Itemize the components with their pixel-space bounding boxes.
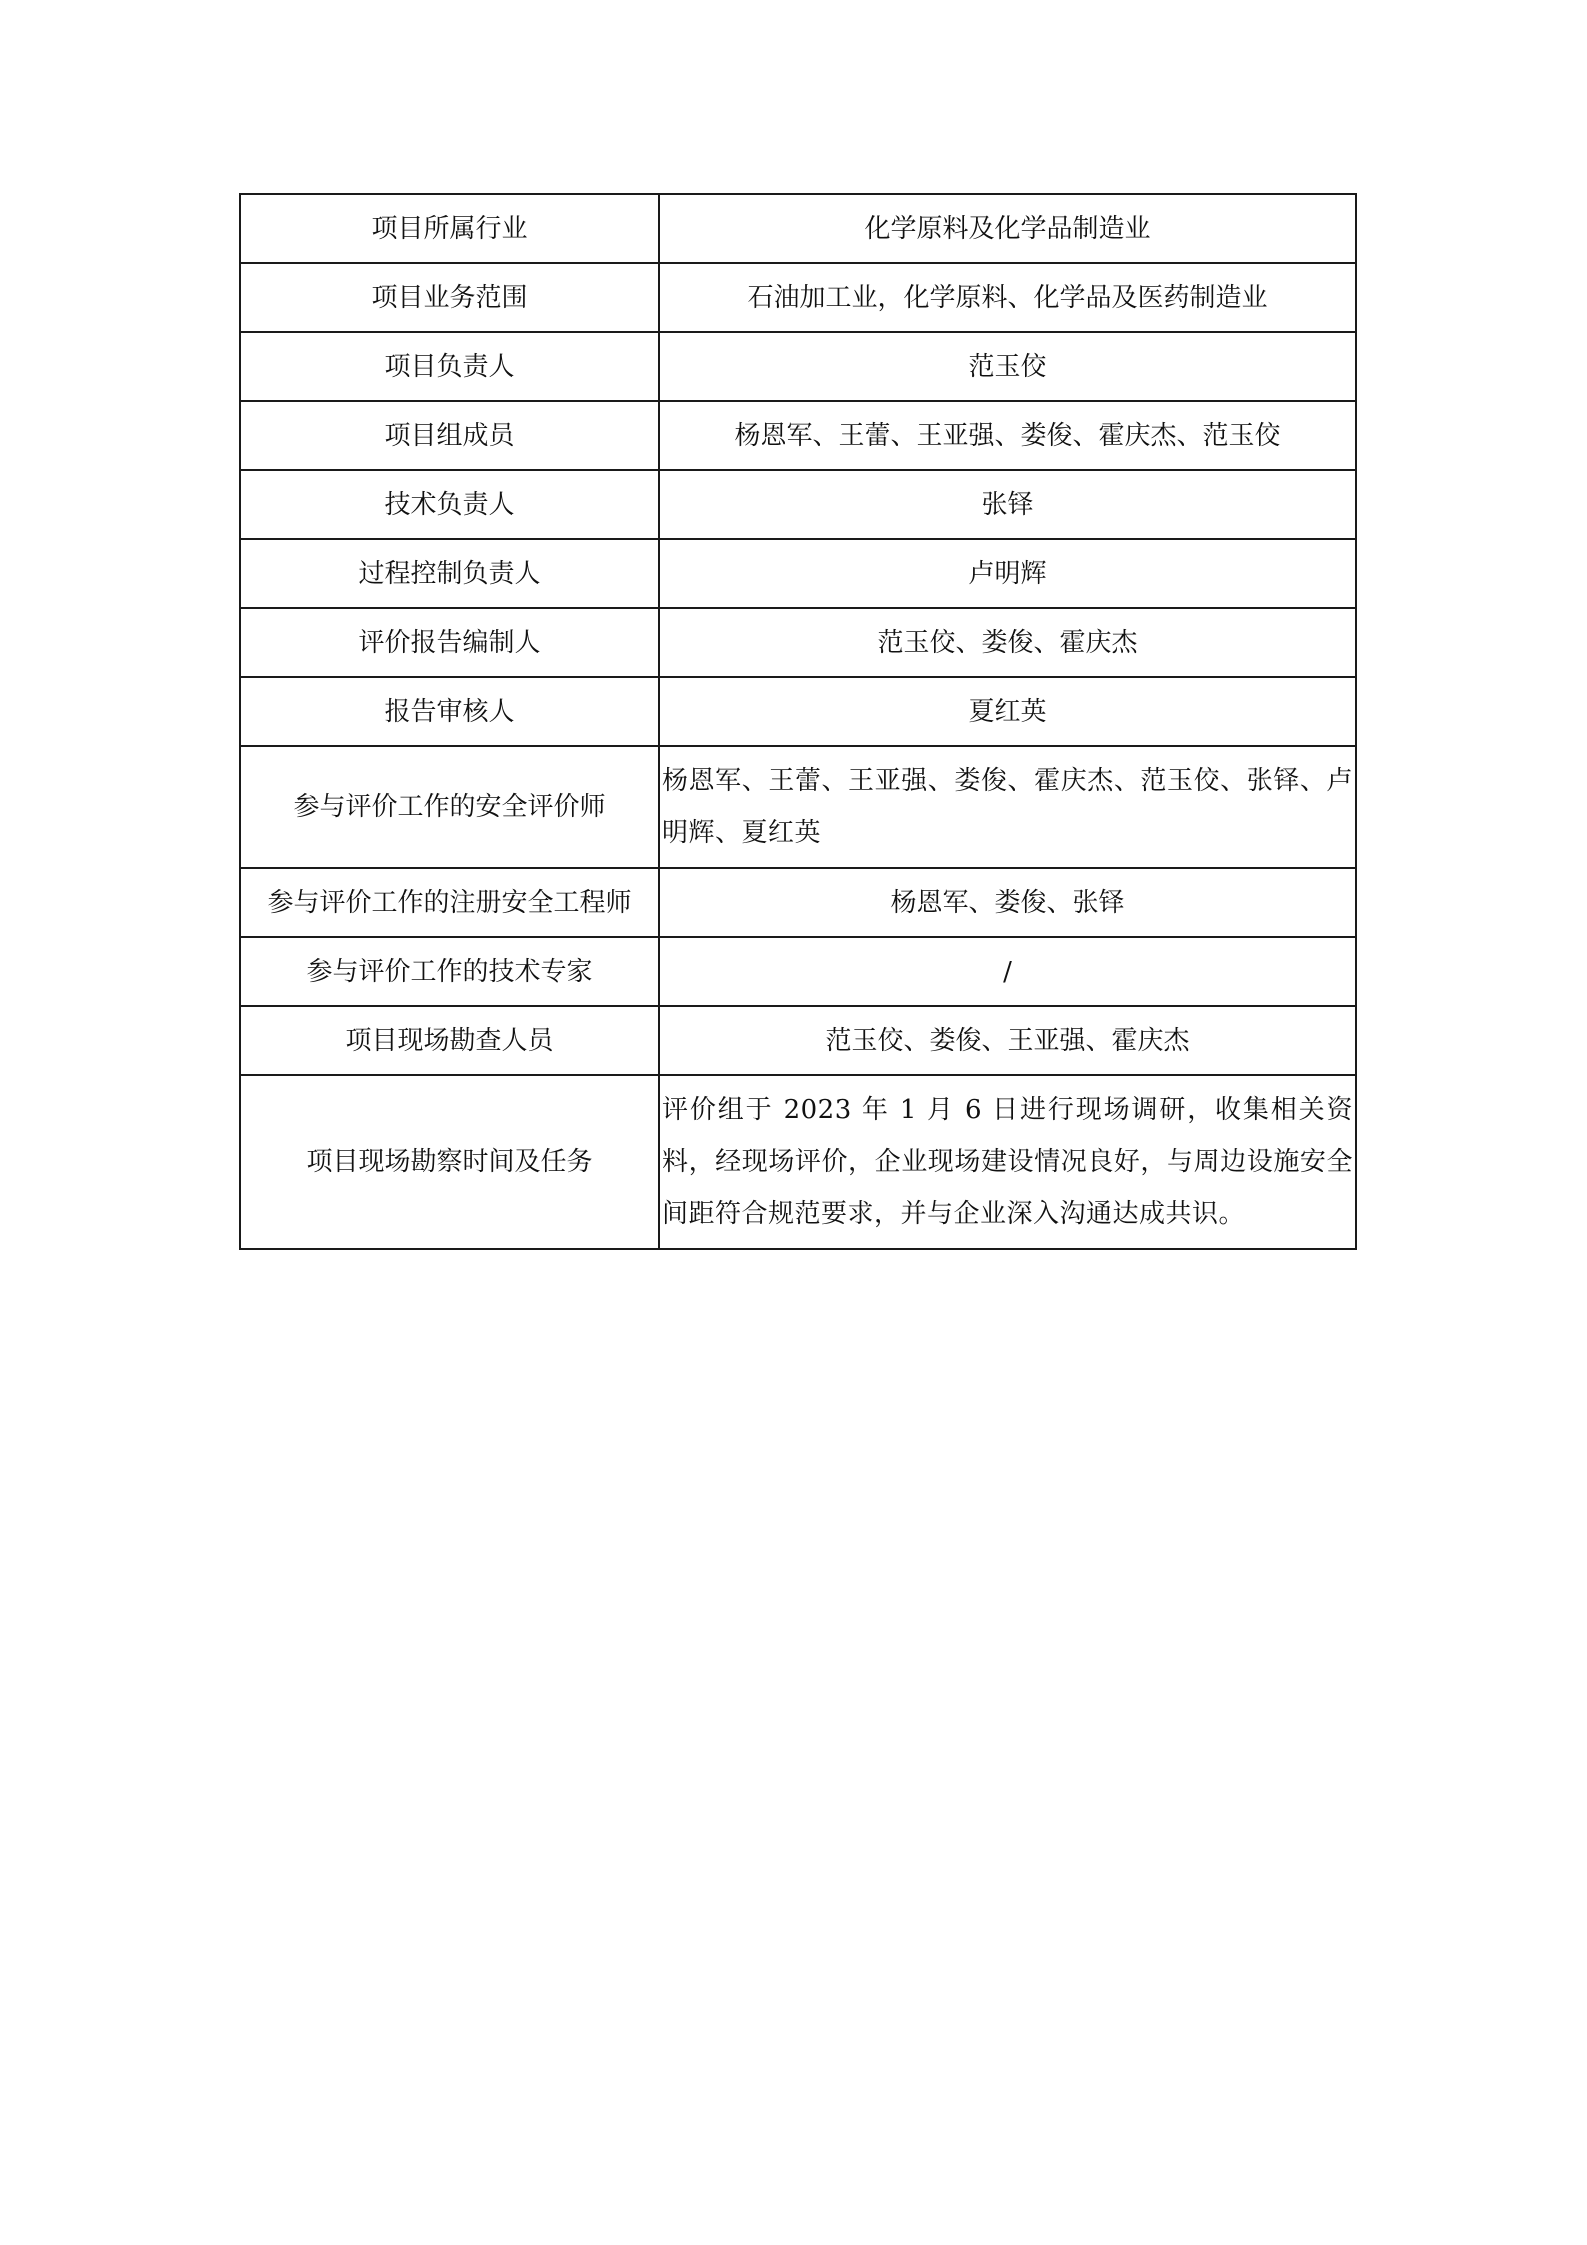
row-label-site-survey-staff: 项目现场勘查人员: [240, 1006, 659, 1075]
table-row: [240, 937, 1356, 1006]
table-row: [240, 332, 1356, 401]
table-row: [240, 263, 1356, 332]
row-value-team-members: 杨恩军、王蕾、王亚强、娄俊、霍庆杰、范玉佼: [659, 401, 1356, 470]
table-row: [240, 677, 1356, 746]
project-info-table: [239, 193, 1357, 1250]
row-label-project-lead: 项目负责人: [240, 332, 659, 401]
table-row: [240, 608, 1356, 677]
table-row: [240, 401, 1356, 470]
table-row: [240, 539, 1356, 608]
row-value-project-lead: 范玉佼: [659, 332, 1356, 401]
row-value-report-reviewer: 夏红英: [659, 677, 1356, 746]
row-value-registered-engineers: 杨恩军、娄俊、张铎: [659, 868, 1356, 937]
row-label-process-control-lead: 过程控制负责人: [240, 539, 659, 608]
row-label-report-reviewer: 报告审核人: [240, 677, 659, 746]
row-label-team-members: 项目组成员: [240, 401, 659, 470]
row-value-business-scope: 石油加工业，化学原料、化学品及医药制造业: [659, 263, 1356, 332]
row-label-registered-engineers: 参与评价工作的注册安全工程师: [240, 868, 659, 937]
table-row: [240, 194, 1356, 263]
table-row: [240, 868, 1356, 937]
row-label-business-scope: 项目业务范围: [240, 263, 659, 332]
row-label-technical-experts: 参与评价工作的技术专家: [240, 937, 659, 1006]
row-value-industry: 化学原料及化学品制造业: [659, 194, 1356, 263]
row-value-report-authors: 范玉佼、娄俊、霍庆杰: [659, 608, 1356, 677]
row-label-industry: 项目所属行业: [240, 194, 659, 263]
table-row: [240, 1075, 1356, 1249]
row-value-site-survey-staff: 范玉佼、娄俊、王亚强、霍庆杰: [659, 1006, 1356, 1075]
row-label-site-survey-time-task: 项目现场勘察时间及任务: [240, 1075, 659, 1249]
row-value-process-control-lead: 卢明辉: [659, 539, 1356, 608]
row-label-report-authors: 评价报告编制人: [240, 608, 659, 677]
row-label-safety-assessors: 参与评价工作的安全评价师: [240, 746, 659, 868]
table-row: [240, 470, 1356, 539]
table-row: [240, 1006, 1356, 1075]
row-value-technical-lead: 张铎: [659, 470, 1356, 539]
row-value-safety-assessors: 杨恩军、王蕾、王亚强、娄俊、霍庆杰、范玉佼、张铎、卢明辉、夏红英: [659, 746, 1356, 868]
table-row: [240, 746, 1356, 868]
row-value-technical-experts: /: [659, 937, 1356, 1006]
row-label-technical-lead: 技术负责人: [240, 470, 659, 539]
row-value-site-survey-time-task: 评价组于 2023 年 1 月 6 日进行现场调研，收集相关资料，经现场评价，企业现场建设情况良好，与周边设施安全间距符合规范要求，并与企业深入沟通达成共识。: [659, 1075, 1356, 1249]
